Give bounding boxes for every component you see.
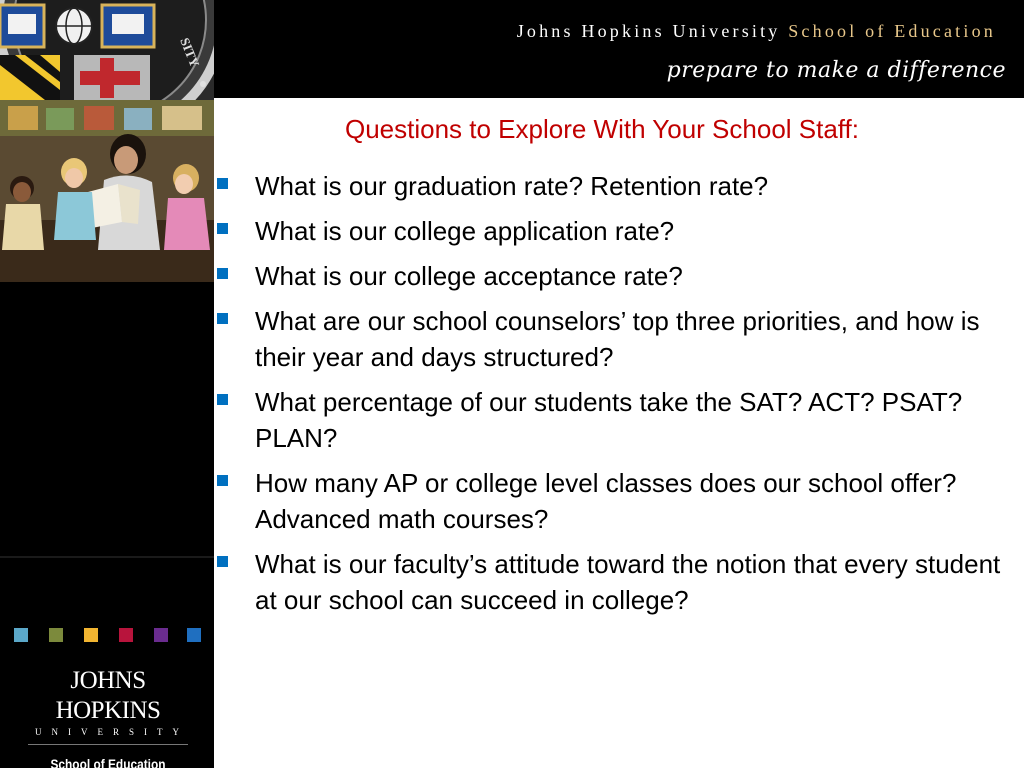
seal-illustration [0,0,214,100]
bullet-square-icon [217,394,228,405]
jhu-logo-rule [28,744,188,745]
svg-text:SITY: SITY [177,35,203,70]
bullet-item [216,213,1006,249]
jhu-logo-school: School of Education [50,756,166,772]
bullet-square-icon [217,223,228,234]
bullet-item [216,384,1006,456]
classroom-reading-photo [0,100,214,282]
header-tagline: prepare to make a difference [666,58,1006,83]
bullet-square-icon [217,178,228,189]
bullet-square-icon [217,313,228,324]
bullet-square-icon [217,268,228,279]
bullet-item [216,303,1006,375]
header-title-school: School of Education [788,21,996,41]
bullet-square-icon [217,475,228,486]
jhu-logo-name: JOHNS HOPKINS [55,667,161,724]
bullet-text: What percentage of our students take the SAT? ACT? PSAT? PLAN? [255,387,963,453]
swatch-crimson [119,628,133,642]
bullet-item [216,258,1006,294]
bullet-text: What is our faculty’s attitude toward the notion that every student at our school can succeed in college? [255,549,1001,615]
bullet-text: What is our graduation rate? Retention rate? [255,171,769,201]
swatch-blue [187,628,201,642]
bullet-item [216,546,1006,618]
university-seal-graphic [0,0,214,100]
swatch-gold [84,628,98,642]
bullet-item [216,168,1006,204]
bullet-text: How many AP or college level classes does our school offer? Advanced math courses? [255,468,957,534]
photo-illustration [0,100,214,282]
bullet-text: What are our school counselors’ top three priorities, and how is their year and days structured? [255,306,980,372]
header-title [517,21,996,42]
bullet-item [216,465,1006,537]
header-title-university: Johns Hopkins University [516,21,781,41]
color-swatch-row [14,628,204,642]
jhu-logo [20,666,196,773]
bullet-text: What is our college application rate? [255,216,675,246]
slide-title: Questions to Explore With Your School Staff: [344,114,860,144]
swatch-light-blue [14,628,28,642]
bullet-text: What is our college acceptance rate? [255,261,683,291]
jhu-logo-university: UNIVERSITY [35,727,189,737]
swatch-purple [154,628,168,642]
bullet-list [216,168,1006,627]
left-sidebar [0,0,214,772]
sidebar-divider [0,556,214,558]
swatch-olive [49,628,63,642]
bullet-square-icon [217,556,228,567]
header-bar [214,0,1024,98]
